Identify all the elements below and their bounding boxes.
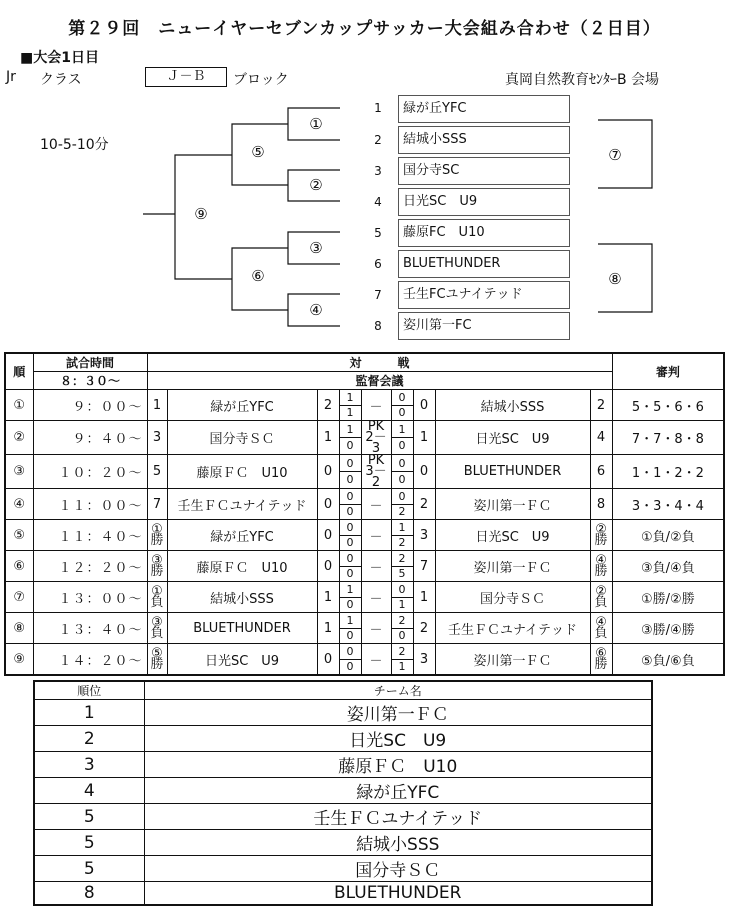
rank-value: 1 [34,700,144,726]
left-half-scores [339,489,361,520]
referee-assignment: ①負/②負 [612,520,724,551]
referee-assignment: 3・3・4・4 [612,489,724,520]
rank-team: 藤原ＦＣ U10 [144,752,652,778]
schedule-row [5,644,724,676]
team-box: 藤原FC U10 [398,219,570,247]
rank-team: BLUETHUNDER [144,882,652,906]
schedule-row [5,613,724,644]
half1-score: 0 [340,551,361,567]
match-time: １２：２０～ [33,551,147,582]
rank-team: 国分寺ＳＣ [144,856,652,882]
right-half-scores [391,551,413,582]
team-number: 2 [374,133,382,147]
left-seed: 1 [147,390,167,421]
team-box: BLUETHUNDER [398,250,570,278]
day-label: ■大会1日目 [20,50,99,66]
team-number: 4 [374,195,382,209]
left-half-scores [339,551,361,582]
right-total: 1 [413,582,435,613]
match-time: １４：２０～ [33,644,147,676]
half2-score: 0 [398,472,406,486]
right-seed: ④ 勝 [590,551,612,582]
match-label-1: ① [309,115,323,133]
team-number: 1 [374,101,382,115]
match-id: ⑨ [5,644,33,676]
left-team: BLUETHUNDER [167,613,317,644]
match-label-7: ⑦ [608,146,622,164]
ranking-row [34,856,652,882]
meeting-time: ８：３０～ [33,372,147,390]
block-name-box: Ｊ－Ｂ [145,67,227,87]
referee-assignment: 1・1・2・2 [612,455,724,489]
schedule-row [5,520,724,551]
left-half-scores [339,455,361,489]
pk-label: PK [367,420,385,434]
left-seed: ① 勝 [147,520,167,551]
half1-score: 0 [392,489,413,505]
team-number: 7 [374,288,382,302]
team-number: 6 [374,257,382,271]
match-time: １３：００～ [33,582,147,613]
match-separator [361,455,391,489]
half1-score: 2 [392,551,413,567]
left-seed: 3 [147,421,167,455]
left-total: 0 [317,489,339,520]
half1-score: 0 [340,644,361,660]
left-seed: ① 負 [147,582,167,613]
half2-score: 2 [398,505,406,519]
half1-score: 1 [340,423,361,439]
match-time: １３：４０～ [33,613,147,644]
ranking-table [33,680,653,906]
right-team: 結城小SSS [435,390,590,421]
half1-score: 0 [340,520,361,536]
left-team: 国分寺ＳＣ [167,421,317,455]
match-separator: － [361,582,391,613]
match-label-2: ② [309,176,323,194]
rank-value: 5 [34,856,144,882]
right-seed: 2 [590,390,612,421]
match-separator: － [361,613,391,644]
left-seed: 7 [147,489,167,520]
right-half-scores [391,390,413,421]
match-id: ⑧ [5,613,33,644]
pk-score: 2－3 [365,430,387,455]
half2-score: 0 [346,629,354,643]
half2-score: 0 [346,598,354,612]
match-separator [361,421,391,455]
match-label-8: ⑧ [608,270,622,288]
half1-score: 1 [340,613,361,629]
right-team: 姿川第一ＦＣ [435,551,590,582]
match-id: ⑥ [5,551,33,582]
right-seed: 8 [590,489,612,520]
left-half-scores [339,644,361,676]
left-total: 0 [317,644,339,676]
team-number: 8 [374,319,382,333]
half1-score: 0 [340,489,361,505]
left-total: 0 [317,455,339,489]
header-versus: 対 戦 [147,353,612,372]
right-team: BLUETHUNDER [435,455,590,489]
left-total: 0 [317,520,339,551]
right-seed: 4 [590,421,612,455]
match-time: １１：００～ [33,489,147,520]
match-id: ② [5,421,33,455]
team-box: 姿川第一FC [398,312,570,340]
pk-score: 3－2 [365,464,387,489]
right-team: 姿川第一ＦＣ [435,489,590,520]
left-team: 壬生ＦＣユナイテッド [167,489,317,520]
referee-assignment: ③勝/④勝 [612,613,724,644]
half2-score: 0 [346,472,354,486]
half2-score: 0 [346,536,354,550]
rank-value: 3 [34,752,144,778]
ranking-row [34,752,652,778]
header-order: 順 [5,353,33,390]
team-box: 日光SC U9 [398,188,570,216]
schedule-table [4,352,725,676]
team-box: 結城小SSS [398,126,570,154]
ranking-row [34,804,652,830]
match-label-6: ⑥ [251,267,265,285]
block-suffix: ブロック [233,72,289,88]
right-total: 1 [413,421,435,455]
half1-score: 1 [392,423,413,439]
ranking-row [34,700,652,726]
ranking-row [34,726,652,752]
match-id: ⑦ [5,582,33,613]
half1-score: 1 [340,582,361,598]
rank-value: 5 [34,830,144,856]
ranking-row [34,830,652,856]
half2-score: 0 [398,438,406,452]
team-box: 壬生FCユナイテッド [398,281,570,309]
half1-score: 0 [392,390,413,406]
half2-score: 0 [346,505,354,519]
half2-score: 0 [346,438,354,452]
left-total: 1 [317,421,339,455]
match-separator: － [361,644,391,676]
match-format: 10-5-10分 [40,137,109,153]
match-time: １０：２０～ [33,455,147,489]
left-total: 2 [317,390,339,421]
left-seed: ⑤ 勝 [147,644,167,676]
right-total: 0 [413,390,435,421]
rank-team: 日光SC U9 [144,726,652,752]
half1-score: 1 [392,520,413,536]
schedule-body [5,390,724,676]
match-separator: － [361,489,391,520]
left-total: 1 [317,613,339,644]
right-total: 2 [413,613,435,644]
referee-assignment: 5・5・6・6 [612,390,724,421]
half1-score: 2 [392,644,413,660]
left-seed: ③ 負 [147,613,167,644]
half2-score: 5 [398,567,406,581]
ranking-body [34,700,652,906]
right-seed: ④ 負 [590,613,612,644]
right-team: 国分寺ＳＣ [435,582,590,613]
right-seed: ② 負 [590,582,612,613]
referee-assignment: ③負/④負 [612,551,724,582]
team-number: 3 [374,164,382,178]
rank-value: 8 [34,882,144,906]
ranking-row [34,882,652,906]
right-half-scores [391,582,413,613]
half2-score: 0 [346,660,354,674]
half2-score: 0 [346,567,354,581]
left-total: 0 [317,551,339,582]
match-id: ① [5,390,33,421]
half1-score: 0 [340,457,361,473]
half1-score: 0 [392,457,413,473]
match-separator: － [361,551,391,582]
referee-assignment: ①勝/②勝 [612,582,724,613]
match-label-4: ④ [309,301,323,319]
schedule-row [5,489,724,520]
team-number: 5 [374,226,382,240]
left-half-scores [339,520,361,551]
team-header: チーム名 [144,681,652,700]
venue: 真岡自然教育ｾﾝﾀｰB 会場 [505,72,660,88]
right-total: 3 [413,520,435,551]
referee-assignment: 7・7・8・8 [612,421,724,455]
schedule-row [5,455,724,489]
half1-score: 2 [392,613,413,629]
right-half-scores [391,644,413,676]
header-referee: 審判 [612,353,724,390]
half1-score: 0 [392,582,413,598]
half2-score: 1 [398,598,406,612]
right-total: 3 [413,644,435,676]
right-half-scores [391,455,413,489]
left-half-scores [339,613,361,644]
right-team: 姿川第一ＦＣ [435,644,590,676]
match-time: ９：４０～ [33,421,147,455]
match-separator: － [361,520,391,551]
half1-score: 1 [340,390,361,406]
match-time: ９：００～ [33,390,147,421]
half2-score: 1 [398,660,406,674]
ranking-row [34,778,652,804]
rank-team: 結城小SSS [144,830,652,856]
right-team: 日光SC U9 [435,421,590,455]
right-total: 7 [413,551,435,582]
match-time: １１：４０～ [33,520,147,551]
rank-team: 姿川第一ＦＣ [144,700,652,726]
left-half-scores [339,421,361,455]
left-half-scores [339,390,361,421]
left-total: 1 [317,582,339,613]
class-prefix: Jr [6,69,16,85]
rank-header: 順位 [34,681,144,700]
half2-score: 2 [398,536,406,550]
match-label-9: ⑨ [194,205,208,223]
right-total: 0 [413,455,435,489]
left-half-scores [339,582,361,613]
half2-score: 0 [398,406,406,420]
right-seed: ⑥ 勝 [590,644,612,676]
referee-assignment: ⑤負/⑥負 [612,644,724,676]
left-seed: 5 [147,455,167,489]
page-title: 第２９回 ニューイヤーセブンカップサッカー大会組み合わせ（２日目） [68,19,661,39]
right-team: 壬生ＦＣユナイテッド [435,613,590,644]
match-label-3: ③ [309,239,323,257]
left-team: 日光SC U9 [167,644,317,676]
match-id: ③ [5,455,33,489]
half2-score: 0 [398,629,406,643]
right-half-scores [391,489,413,520]
left-team: 結城小SSS [167,582,317,613]
left-team: 緑が丘YFC [167,390,317,421]
right-seed: ② 勝 [590,520,612,551]
rank-value: 4 [34,778,144,804]
team-box: 緑が丘YFC [398,95,570,123]
class-label: クラス [40,72,82,88]
header-time: 試合時間 [33,353,147,372]
right-half-scores [391,421,413,455]
right-seed: 6 [590,455,612,489]
match-label-5: ⑤ [251,143,265,161]
rank-team: 緑が丘YFC [144,778,652,804]
schedule-row [5,390,724,421]
tournament-bracket [0,0,729,350]
rank-value: 5 [34,804,144,830]
match-separator: － [361,390,391,421]
left-seed: ③ 勝 [147,551,167,582]
schedule-row [5,421,724,455]
left-team: 藤原ＦＣ U10 [167,455,317,489]
header-meeting: 監督会議 [147,372,612,390]
left-team: 藤原ＦＣ U10 [167,551,317,582]
rank-team: 壬生ＦＣユナイテッド [144,804,652,830]
team-box: 国分寺SC [398,157,570,185]
half2-score: 1 [346,406,354,420]
match-id: ④ [5,489,33,520]
schedule-row [5,582,724,613]
right-half-scores [391,613,413,644]
pk-label: PK [367,454,385,468]
right-half-scores [391,520,413,551]
schedule-row [5,551,724,582]
match-id: ⑤ [5,520,33,551]
right-total: 2 [413,489,435,520]
rank-value: 2 [34,726,144,752]
left-team: 緑が丘YFC [167,520,317,551]
right-team: 日光SC U9 [435,520,590,551]
